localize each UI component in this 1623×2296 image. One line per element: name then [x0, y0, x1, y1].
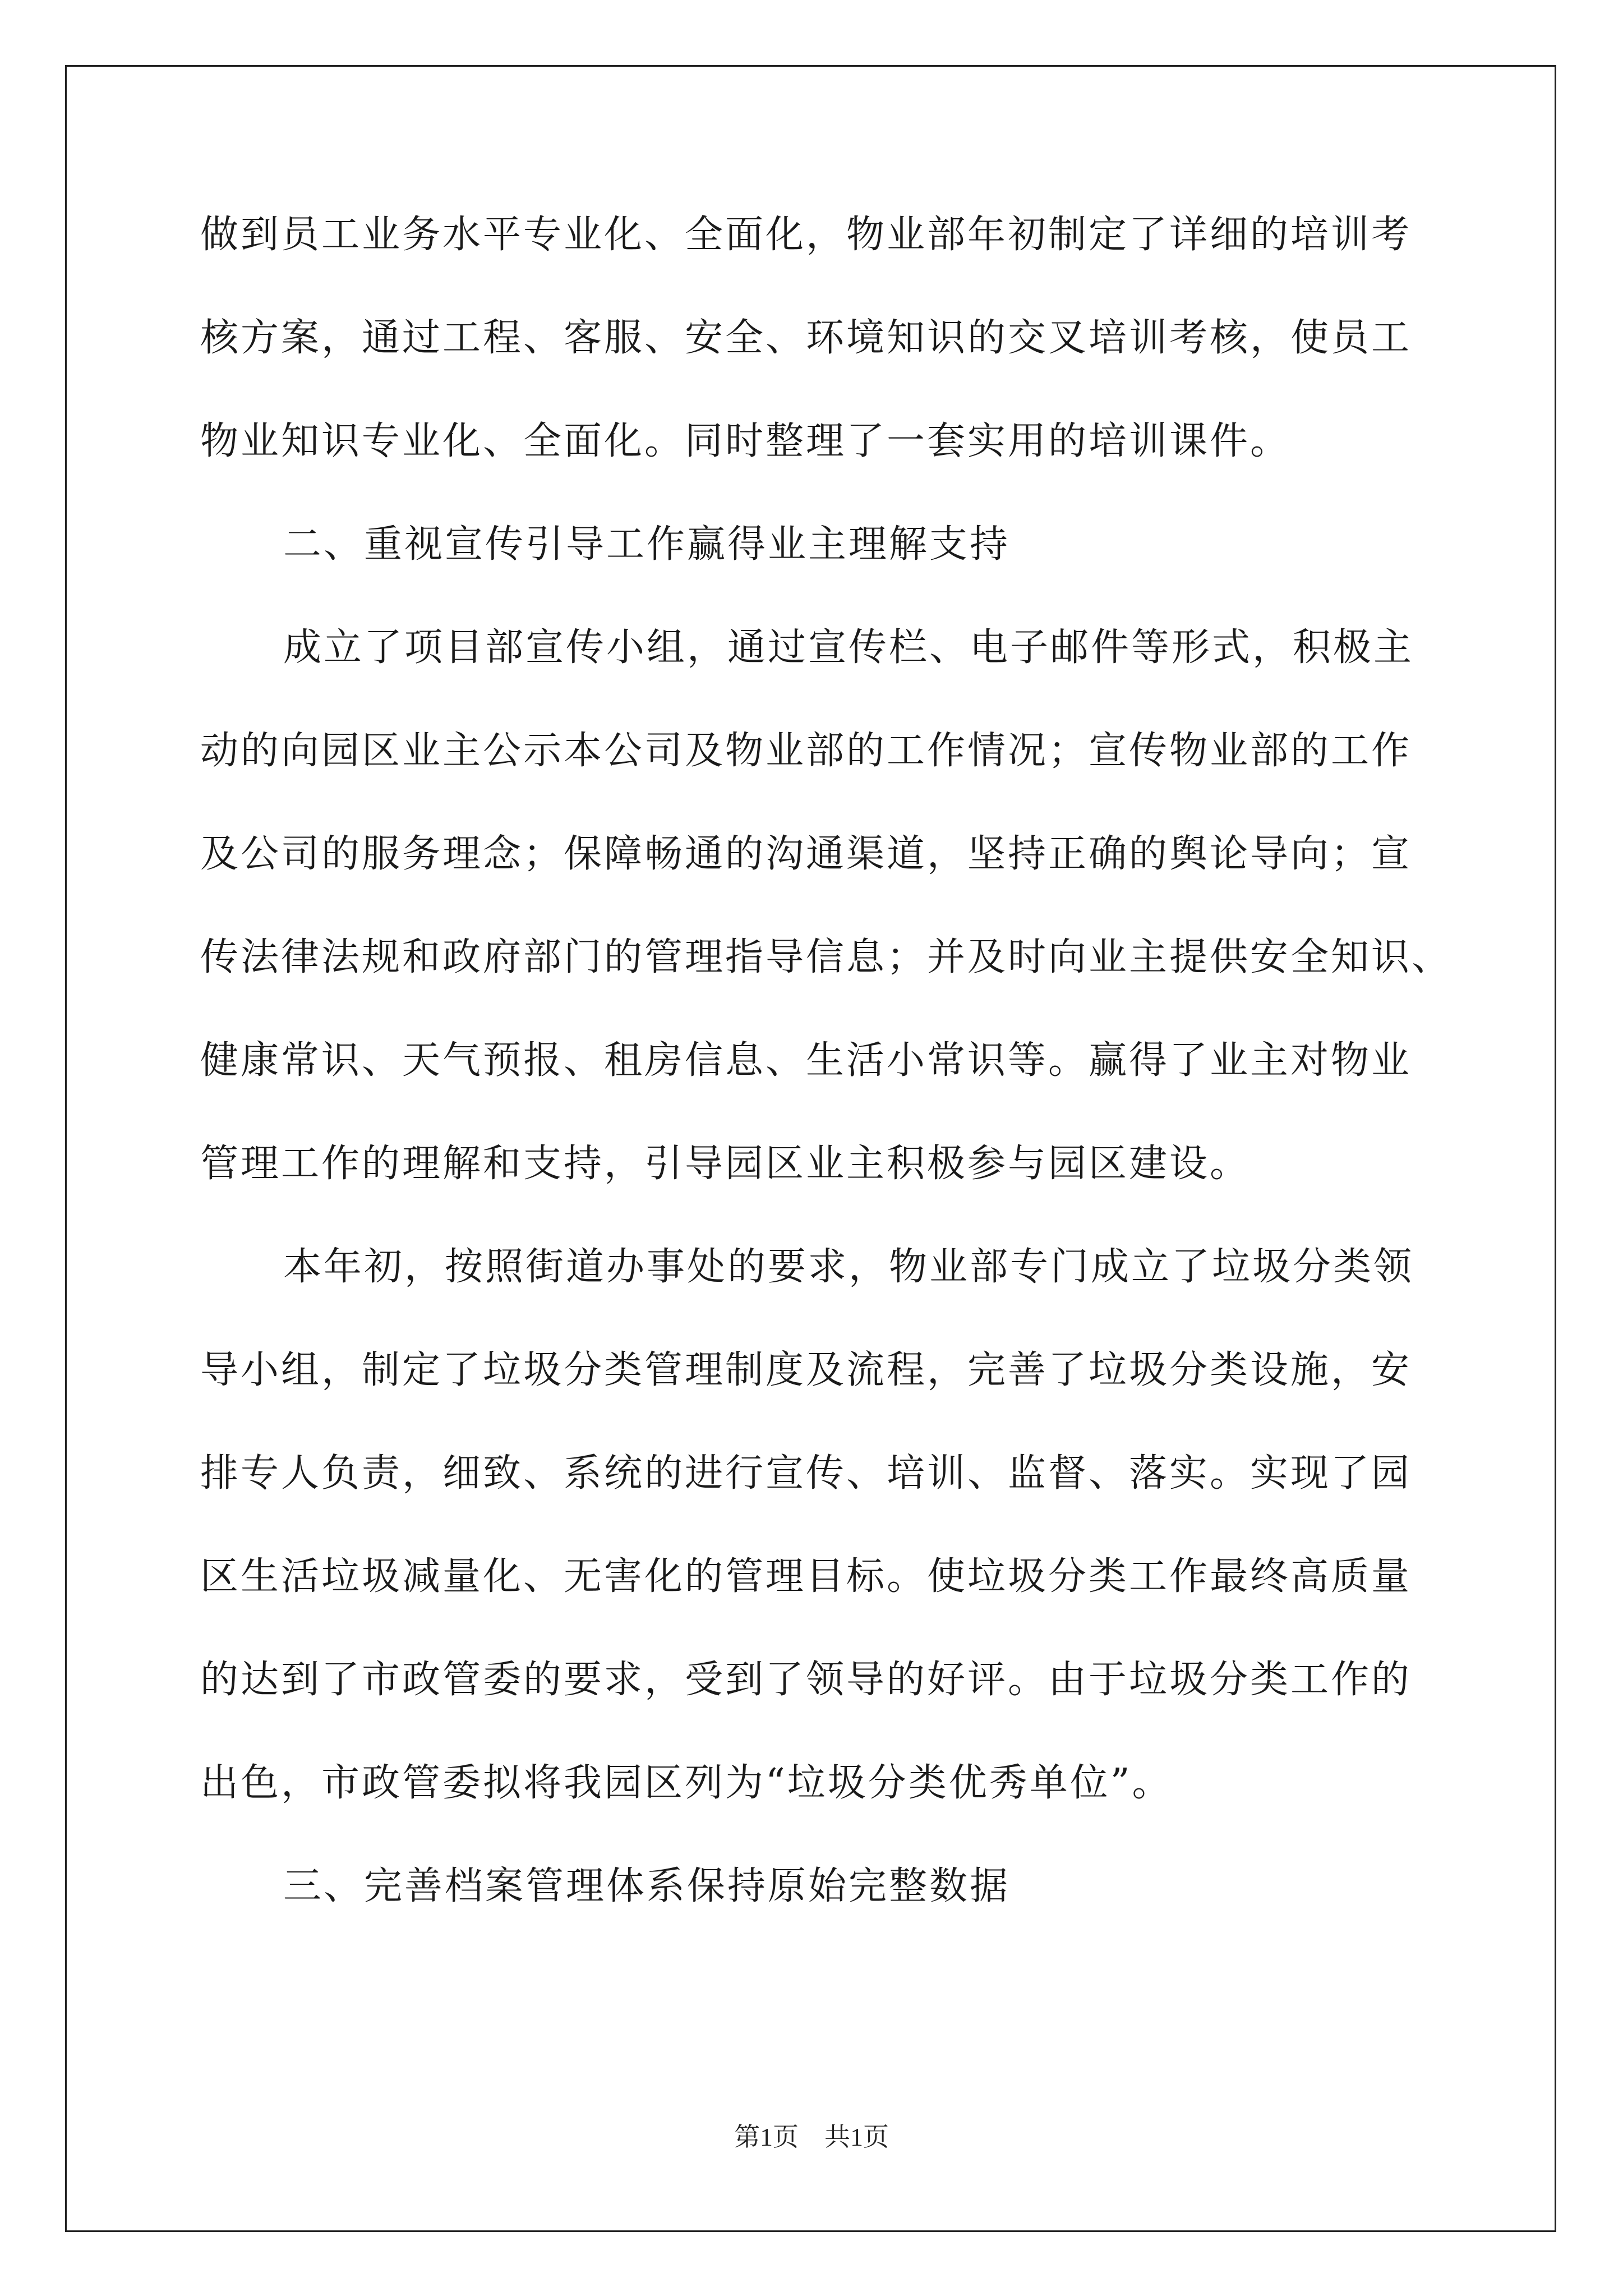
section-heading: 三、完善档案管理体系保持原始完整数据 [283, 1864, 1011, 1908]
paragraph-first-line: 本年初，按照街道办事处的要求，物业部专门成立了垃圾分类领 [283, 1245, 1414, 1289]
body-text-line: 出色，市政管委拟将我园区列为“垃圾分类优秀单位”。 [200, 1761, 1173, 1805]
paragraph-first-line: 成立了项目部宣传小组，通过宣传栏、电子邮件等形式，积极主 [283, 625, 1414, 670]
body-text-line: 健康常识、天气预报、租房信息、生活小常识等。赢得了业主对物业 [200, 1038, 1412, 1083]
body-text-line: 及公司的服务理念；保障畅通的沟通渠道，坚持正确的舆论导向；宣 [200, 832, 1412, 876]
body-text-line: 导小组，制定了垃圾分类管理制度及流程，完善了垃圾分类设施，安 [200, 1348, 1412, 1392]
body-text-line: 的达到了市政管委的要求，受到了领导的好评。由于垃圾分类工作的 [200, 1658, 1412, 1702]
body-text-line: 做到员工业务水平专业化、全面化，物业部年初制定了详细的培训考 [200, 213, 1412, 257]
body-text-line: 排专人负责，细致、系统的进行宣传、培训、监督、落实。实现了园 [200, 1451, 1412, 1496]
section-heading: 二、重视宣传引导工作赢得业主理解支持 [283, 522, 1011, 567]
body-text-line: 管理工作的理解和支持，引导园区业主积极参与园区建设。 [200, 1142, 1251, 1186]
page-number-footer: 第1页 共1页 [734, 2123, 889, 2151]
body-text-line: 物业知识专业化、全面化。同时整理了一套实用的培训课件。 [200, 419, 1291, 463]
body-text-line: 动的向园区业主公示本公司及物业部的工作情况；宣传物业部的工作 [200, 729, 1412, 773]
document-body [200, 213, 1453, 1908]
body-text-line: 核方案，通过工程、客服、安全、环境知识的交叉培训考核，使员工 [200, 316, 1412, 360]
body-text-line: 传法律法规和政府部门的管理指导信息；并及时向业主提供安全知识、 [200, 935, 1453, 979]
body-text-line: 区生活垃圾减量化、无害化的管理目标。使垃圾分类工作最终高质量 [200, 1554, 1412, 1599]
